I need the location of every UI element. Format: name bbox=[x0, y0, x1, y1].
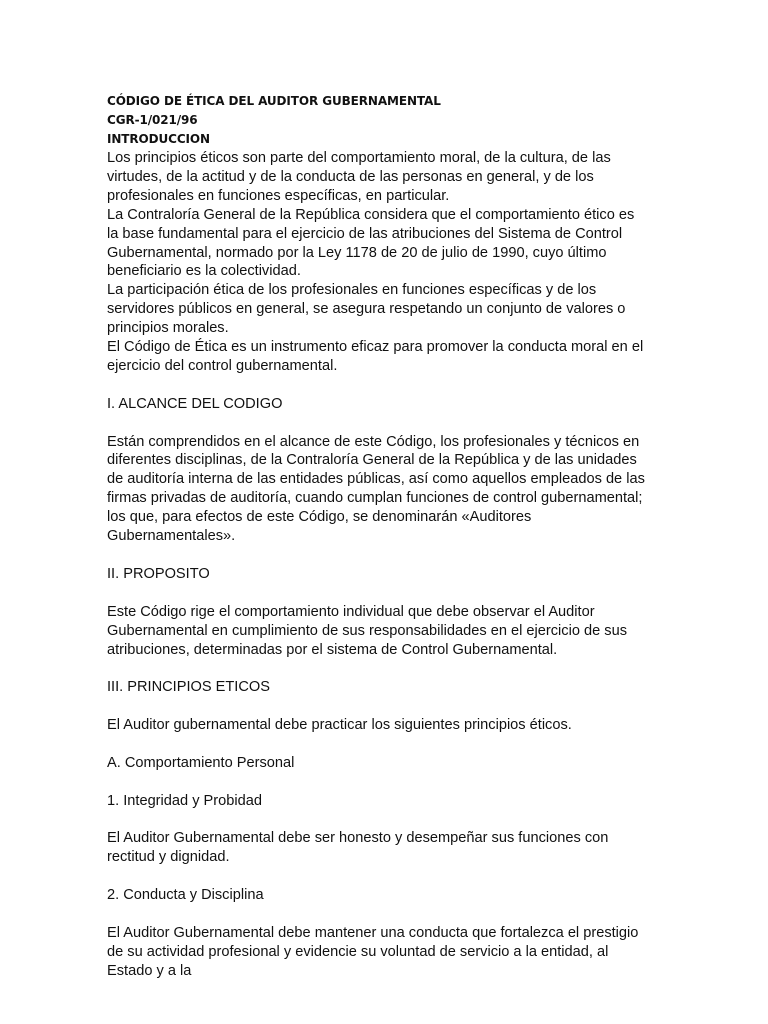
spacer bbox=[107, 697, 647, 716]
spacer bbox=[107, 414, 647, 433]
item-heading-integridad: 1. Integridad y Probidad bbox=[107, 792, 262, 809]
intro-heading: INTRODUCCION bbox=[107, 132, 210, 146]
subsection-heading-comportamiento: A. Comportamiento Personal bbox=[107, 754, 295, 771]
intro-paragraph: El Código de Ética es un instrumento eficaz para promover la conducta moral en el ejercicio del control gubernamental. bbox=[107, 339, 644, 374]
intro-paragraph: Los principios éticos son parte del comportamiento moral, de la cultura, de las virtudes, de la actitud y de la conducta de las personas en general, y de los profesionales en funciones específicas, en particular. bbox=[107, 150, 611, 204]
item-text-conducta: El Auditor Gubernamental debe mantener una conducta que fortalezca el prestigio de su actividad profesional y evidencie su voluntad de servicio a la entidad, al Estado y a la bbox=[107, 924, 639, 979]
section-heading-alcance: I. ALCANCE DEL CODIGO bbox=[107, 395, 283, 412]
spacer bbox=[107, 376, 647, 395]
section-heading-principios: III. PRINCIPIOS ETICOS bbox=[107, 679, 270, 696]
spacer bbox=[107, 584, 647, 603]
spacer bbox=[107, 905, 647, 924]
document-title: CÓDIGO DE ÉTICA DEL AUDITOR GUBERNAMENTAL bbox=[107, 94, 441, 108]
spacer bbox=[107, 867, 647, 886]
item-text-integridad: El Auditor Gubernamental debe ser honesto y desempeñar sus funciones con rectitud y dignidad. bbox=[107, 830, 609, 866]
item-heading-conducta: 2. Conducta y Disciplina bbox=[107, 887, 264, 904]
intro-paragraph: La Contraloría General de la República considera que el comportamiento ético es la base fundamental para el ejercicio de las atribuciones del Sistema de Control Gubernamental, normado por la Ley 1178 de 20 de julio de 1990, cuyo último beneficiario es la colectividad. bbox=[107, 206, 635, 280]
section-text-alcance: Están comprendidos en el alcance de este Código, los profesionales y técnicos en diferentes disciplinas, de la Contraloría General de la República y de las unidades de auditoría interna de las entidades públicas, así como aquellos empleados de las firmas privadas de auditoría, cuando cumplan funciones de control gubernamental; los que, para efectos de este Código, se denominarán «Auditores Gubernamentales». bbox=[107, 433, 645, 545]
spacer bbox=[107, 773, 647, 792]
section-text-principios: El Auditor gubernamental debe practicar los siguientes principios éticos. bbox=[107, 717, 572, 734]
document-code: CGR-1/021/96 bbox=[107, 113, 198, 127]
spacer bbox=[107, 811, 647, 830]
spacer bbox=[107, 659, 647, 678]
spacer bbox=[107, 735, 647, 754]
section-text-proposito: Este Código rige el comportamiento individual que debe observar el Auditor Gubernamental en cumplimiento de sus responsabilidades en el ejercicio de sus atribuciones, determinadas por el sistema de Control Gubernamental. bbox=[107, 603, 627, 658]
spacer bbox=[107, 546, 647, 565]
section-heading-proposito: II. PROPOSITO bbox=[107, 565, 210, 582]
document-content bbox=[107, 92, 647, 981]
intro-paragraph: La participación ética de los profesionales en funciones específicas y de los servidores públicos en general, se asegura respetando un conjunto de valores o principios morales. bbox=[107, 282, 626, 337]
